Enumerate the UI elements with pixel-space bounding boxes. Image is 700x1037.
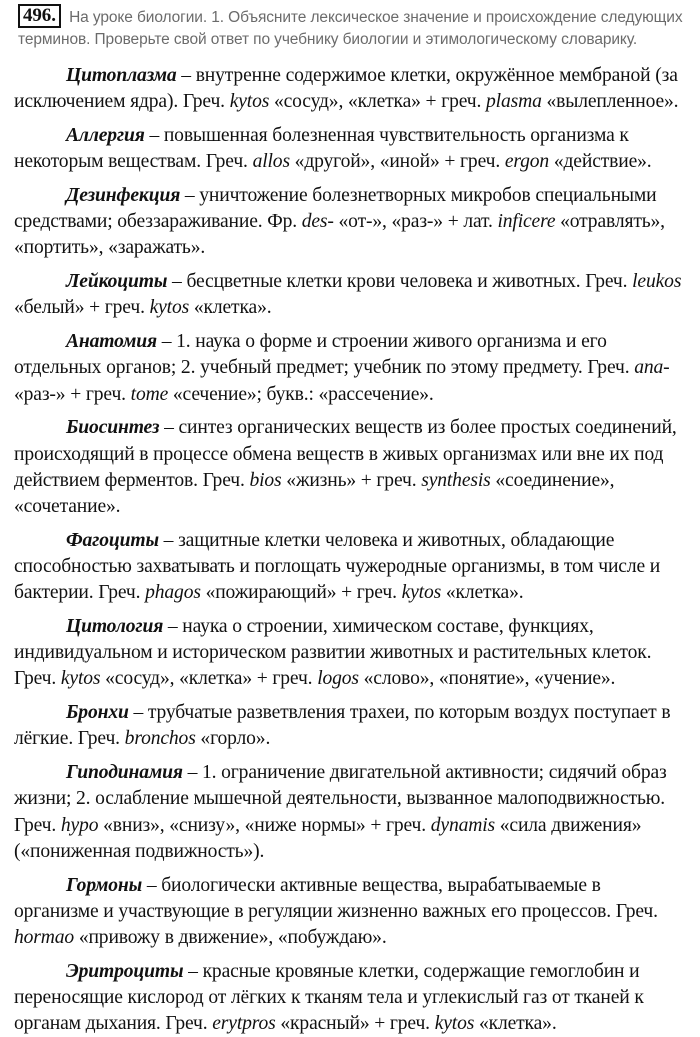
glossary-entry <box>14 183 686 262</box>
etymology-word: logos <box>317 668 359 690</box>
entry-term: Гиподинамия <box>66 762 183 784</box>
definition-text: «другой», «иной» + греч. <box>289 151 505 173</box>
task-number: 496. <box>18 4 61 28</box>
glossary-entry <box>14 873 686 952</box>
etymology-word: des- <box>301 211 334 233</box>
etymology-word: kytos <box>401 582 442 604</box>
definition-text: «сосуд», «клетка» + греч. <box>269 91 487 113</box>
definition-text: «соединение», «сочетание». <box>14 469 615 518</box>
entry-term: Цитология <box>66 616 164 638</box>
definition-text: «от-», «раз-» + лат. <box>333 211 498 233</box>
etymology-word: allos <box>252 151 290 173</box>
definition-text: – трубчатые разветвления трахеи, по которым воздух поступает в лёгкие. Греч. <box>14 702 671 750</box>
etymology-word: hypo <box>60 814 99 836</box>
etymology-word: ergon <box>504 151 550 173</box>
entry-term: Эритроциты <box>66 960 184 982</box>
entry-term: Бронхи <box>66 702 129 724</box>
definition-text: – 1. ограничение двигательной активности; сидячий образ жизни; 2. ослабление мышечной деятельности, вызванное малоподвижностью. Греч. <box>14 762 667 836</box>
definition-text: «клетка». <box>441 582 524 604</box>
etymology-word: leukos <box>632 271 682 293</box>
etymology-word: kytos <box>149 297 190 319</box>
definition-text: – уничтожение болезнетворных микробов специальными средствами; обеззараживание. Фр. <box>14 185 657 233</box>
definition-text: «вылепленное». <box>541 91 679 113</box>
entry-term: Биосинтез <box>66 417 160 439</box>
task-instructions: На уроке биологии. 1. Объясните лексическое значение и происхождение следующих терминов. Проверьте свой ответ по учебнику биологии и этимологическому словарику. <box>18 9 683 48</box>
definition-text: «сила движения» («пониженная подвижность»). <box>14 814 642 862</box>
definition-text: «пожирающий» + греч. <box>200 582 402 604</box>
entry-term: Фагоциты <box>66 529 159 551</box>
glossary-entry <box>14 329 686 408</box>
glossary-entry <box>14 700 686 752</box>
glossary-entry <box>14 959 686 1037</box>
glossary-entry <box>14 760 686 865</box>
definition-text: – защитные клетки человека и животных, обладающие способностью захватывать и поглощать чужеродные организмы, в том числе и бактерии. Греч. <box>14 529 661 604</box>
definition-text: – 1. наука о форме и строении живого организма и его отдельных органов; 2. учебный предмет; учебник по этому предмету. Греч. <box>14 331 635 379</box>
etymology-word: tome <box>130 383 169 405</box>
etymology-word: ana- <box>634 357 670 379</box>
definition-text: «клетка». <box>474 1013 557 1035</box>
definition-text: «сосуд», «клетка» + греч. <box>100 668 318 690</box>
etymology-word: kytos <box>434 1013 475 1035</box>
glossary-entry <box>14 614 686 693</box>
etymology-word: erytpros <box>212 1013 276 1035</box>
definition-text: «белый» + греч. <box>14 297 150 319</box>
task-header <box>14 4 686 51</box>
definition-text: «горло». <box>195 728 271 750</box>
definition-text: «вниз», «снизу», «ниже нормы» + греч. <box>98 814 431 836</box>
etymology-word: kytos <box>229 91 270 113</box>
glossary-entry <box>14 269 686 321</box>
definition-text: «привожу в движение», «побуждаю». <box>74 927 387 949</box>
definition-text: – биологически активные вещества, вырабатываемые в организме и участвующие в регуляции жизненно важных его процессов. Греч. <box>14 874 658 922</box>
definition-text: «раз-» + греч. <box>14 383 131 405</box>
etymology-word: synthesis <box>421 469 491 491</box>
definition-text: «отравлять», «портить», «заражать». <box>14 211 665 259</box>
etymology-word: bios <box>249 469 282 491</box>
entry-term: Гормоны <box>66 874 143 896</box>
etymology-word: bronchos <box>124 728 196 750</box>
definition-text: «жизнь» + греч. <box>281 469 422 491</box>
definition-text: «действие». <box>549 151 652 173</box>
definition-text: «сечение»; букв.: «рассечение». <box>168 383 434 405</box>
definition-text: – внутренне содержимое клетки, окружённое мембраной (за исключением ядра). Греч. <box>14 65 678 113</box>
glossary-entry <box>14 415 686 520</box>
glossary-entry <box>14 123 686 175</box>
glossary-entry <box>14 528 686 607</box>
entry-term: Цитоплазма <box>66 65 177 86</box>
etymology-word: dynamis <box>430 814 496 836</box>
definition-text: «красный» + греч. <box>275 1013 435 1035</box>
entry-term: Анатомия <box>66 331 157 353</box>
glossary-entry <box>14 63 686 115</box>
definition-text: – наука о строении, химическом составе, функциях, индивидуальном и историческом развитии животных и растительных клеток. Греч. <box>14 616 652 690</box>
definition-text: «слово», «понятие», «учение». <box>358 668 616 690</box>
entry-term: Аллергия <box>66 125 145 146</box>
definition-text: «клетка». <box>189 297 272 319</box>
etymology-word: inficere <box>497 211 556 233</box>
definition-text: – бесцветные клетки крови человека и животных. Греч. <box>167 271 633 293</box>
definition-text: – повышенная болезненная чувствительность организма к некоторым веществам. Греч. <box>14 125 629 173</box>
etymology-word: hormao <box>14 927 75 949</box>
entry-term: Лейкоциты <box>66 271 168 293</box>
glossary-entries <box>14 63 686 1037</box>
etymology-word: plasma <box>486 91 542 113</box>
etymology-word: kytos <box>60 668 101 690</box>
definition-text: – синтез органических веществ из более простых соединений, происходящий в процессе обмена веществ в живых организмах или вне их под действием ферментов. Греч. <box>14 417 677 491</box>
etymology-word: phagos <box>145 582 201 604</box>
definition-text: – красные кровяные клетки, содержащие гемоглобин и переносящие кислород от лёгких к тканям тела и углекислый газ от тканей к органам дыхания. Греч. <box>14 960 644 1035</box>
entry-term: Дезинфекция <box>66 185 181 206</box>
